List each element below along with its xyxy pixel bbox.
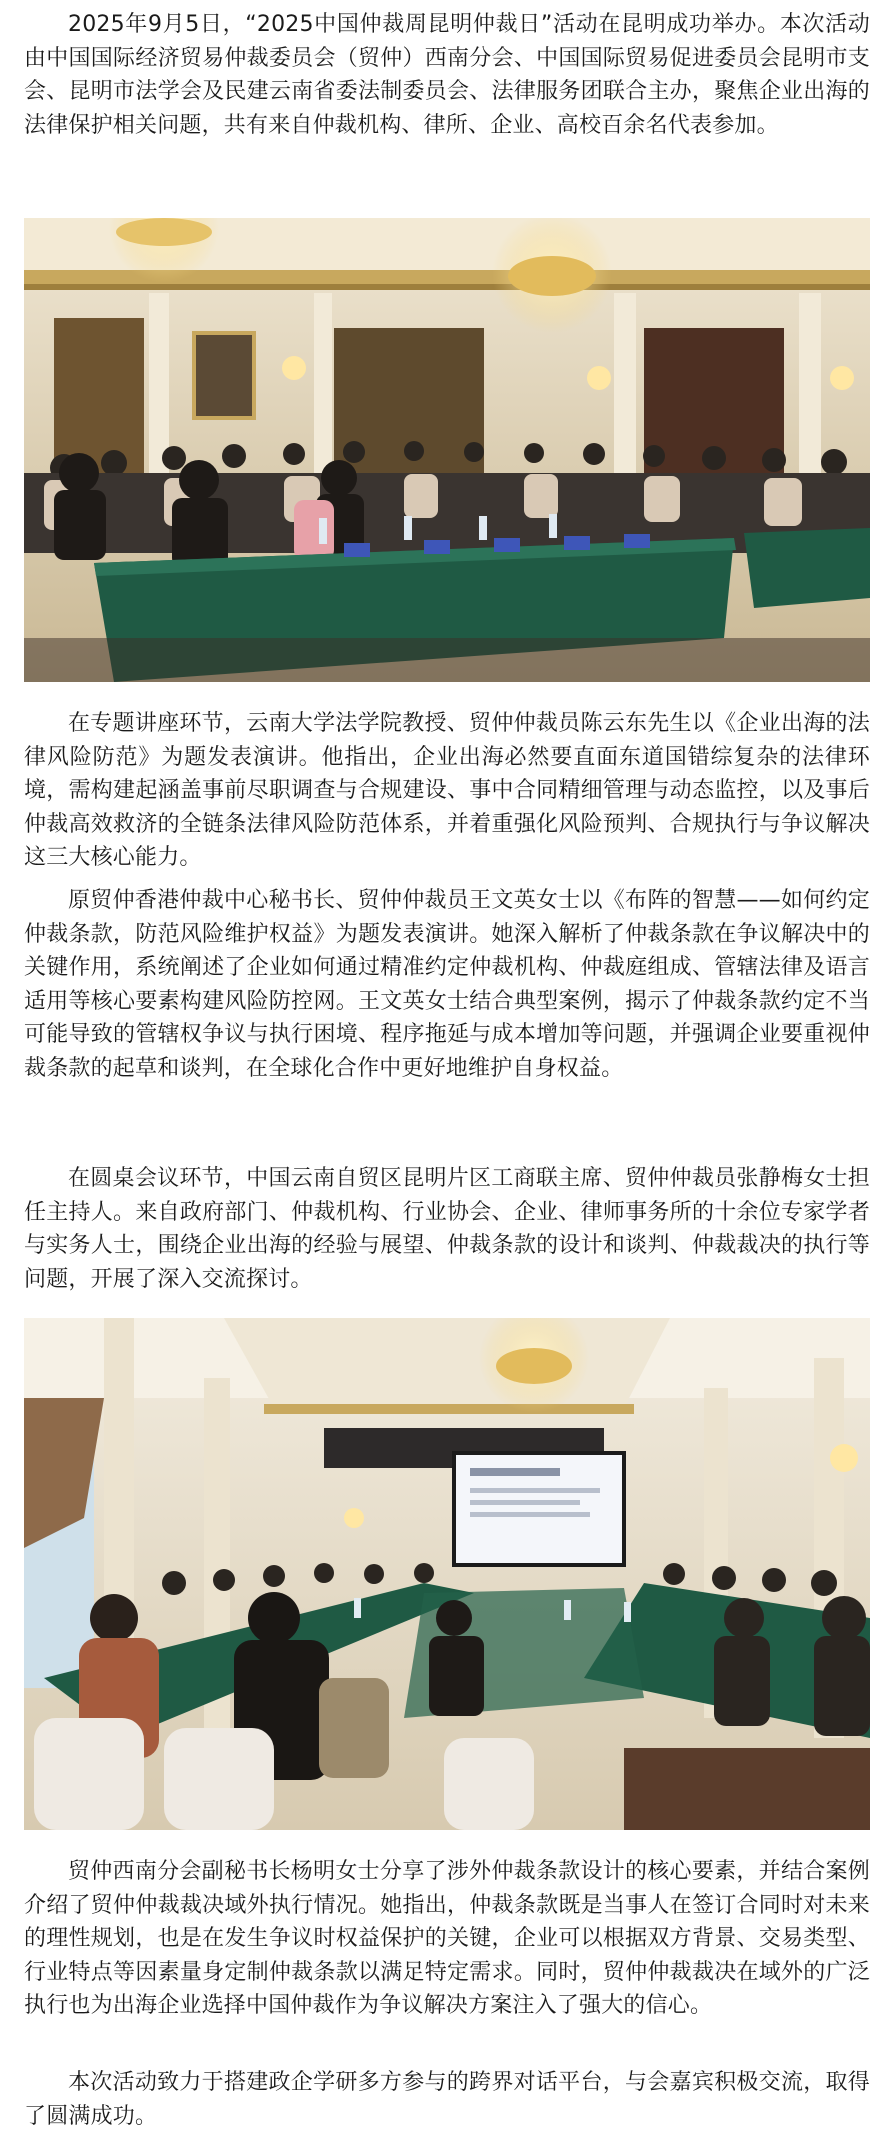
paragraph-lecture-chen: 在专题讲座环节，云南大学法学院教授、贸仲仲裁员陈云东先生以《企业出海的法律风险防范》为题发表演讲。他指出，企业出海必然要直面东道国错综复杂的法律环境，需构建起涵盖事前尽职调查与合规建设、事中合同精细管理与动态监控，以及事后仲裁高效救济的全链条法律风险防范体系，并着重强化风险预判、合规执行与争议解决这三大核心能力。 <box>24 711 870 871</box>
paragraph-conclusion: 本次活动致力于搭建政企学研多方参与的跨界对话平台，与会嘉宾积极交流，取得了圆满成功。 <box>24 2070 870 2129</box>
paragraph-lecture-wang: 原贸仲香港仲裁中心秘书长、贸仲仲裁员王文英女士以《布阵的智慧——如何约定仲裁条款，防范风险维护权益》为题发表演讲。她深入解析了仲裁条款在争议解决中的关键作用，系统阐述了企业如何通过精准约定仲裁机构、仲裁庭组成、管辖法律及语言适用等核心要素构建风险防控网。王文英女士结合典型案例，揭示了仲裁条款约定不当可能导致的管辖权争议与执行困境、程序拖延与成本增加等问题，并强调企业要重视仲裁条款的起草和谈判，在全球化合作中更好地维护自身权益。 <box>24 888 870 1081</box>
paragraph-yang-sharing: 贸仲西南分会副秘书长杨明女士分享了涉外仲裁条款设计的核心要素，并结合案例介绍了贸仲仲裁裁决域外执行情况。她指出，仲裁条款既是当事人在签订合同时对未来的理性规划，也是在发生争议时权益保护的关键，企业可以根据双方背景、交易类型、行业特点等因素量身定制仲裁条款以满足特定需求。同时，贸仲仲裁裁决在域外的广泛执行也为出海企业选择中国仲裁作为争议解决方案注入了强大的信心。 <box>24 1859 870 2019</box>
paragraph-roundtable: 在圆桌会议环节，中国云南自贸区昆明片区工商联主席、贸仲仲裁员张静梅女士担任主持人。来自政府部门、仲裁机构、行业协会、企业、律师事务所的十余位专家学者与实务人士，围绕企业出海的经验与展望、仲裁条款的设计和谈判、仲裁裁决的执行等问题，开展了深入交流探讨。 <box>24 1166 870 1292</box>
paragraph-intro: 2025年9月5日，“2025中国仲裁周昆明仲裁日”活动在昆明成功举办。本次活动由中国国际经济贸易仲裁委员会（贸仲）西南分会、中国国际贸易促进委员会昆明市支会、昆明市法学会及民建云南省委法制委员会、法律服务团联合主办，聚焦企业出海的法律保护相关问题，共有来自仲裁机构、律所、企业、高校百余名代表参加。 <box>24 12 870 138</box>
photo-illustration-2 <box>24 1318 870 1830</box>
photo-illustration <box>24 218 870 682</box>
roundtable-meeting-photo <box>24 1318 870 1830</box>
conference-hall-photo <box>24 218 870 682</box>
